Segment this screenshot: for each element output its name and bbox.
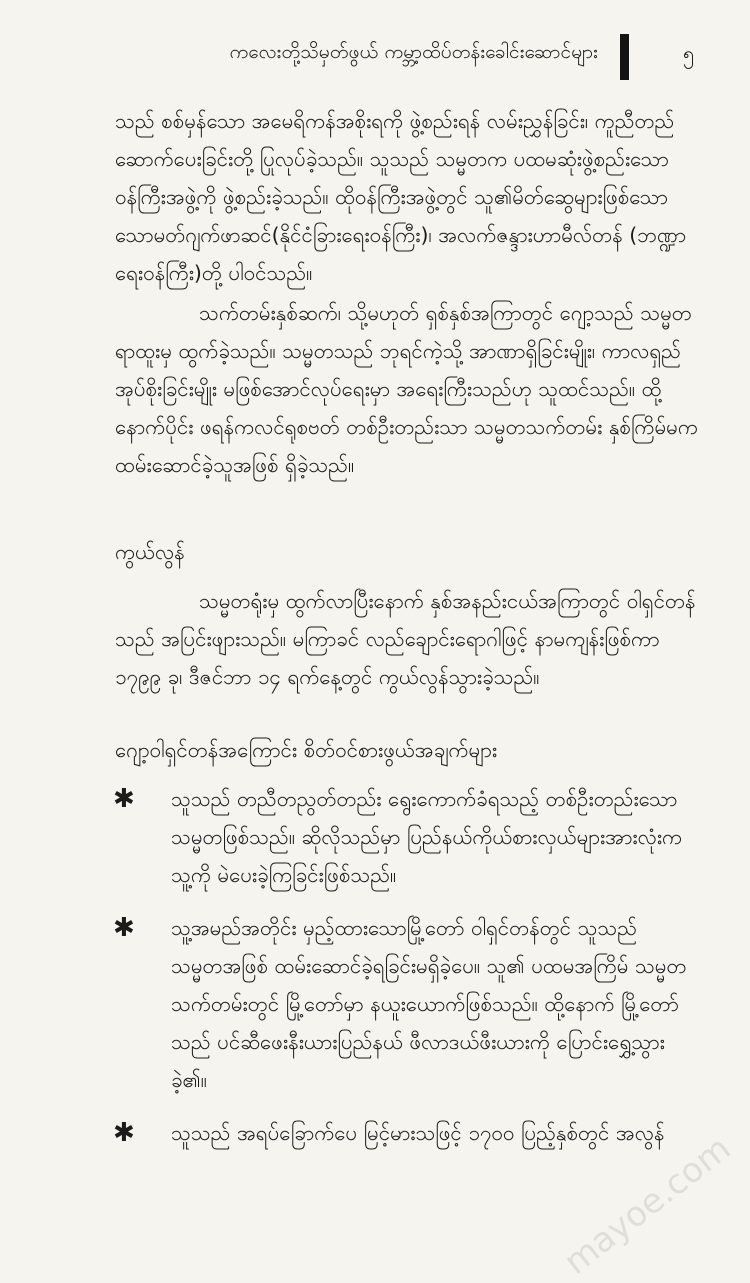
paragraph-line: အုပ်စိုးခြင်းမျိုး မဖြစ်အောင်လုပ်ရေးမှာ အရေးကြီးသည်ဟု သူထင်သည်။ ထို့ xyxy=(115,377,662,401)
asterisk-bullet-icon: ✱ xyxy=(113,784,135,814)
paragraph-line: ရာထူးမှ ထွက်ခဲ့သည်။ သမ္မတသည် ဘုရင်ကဲ့သို့ အာဏာရှိခြင်းမျိုး၊ ကာလရှည် xyxy=(115,339,681,363)
paragraph-line: သက်တမ်းနှစ်ဆက်၊ သို့မဟုတ် ရှစ်နှစ်အကြာတွင် ဂျော့သည် သမ္မတ xyxy=(199,301,692,325)
paragraph-1 xyxy=(115,102,740,292)
section-heading-death: ကွယ်လွန် xyxy=(115,540,185,564)
section-heading-facts: ဂျော့ဝါရှင်တန်အကြောင်း စိတ်ဝင်စားဖွယ်အချက်များ xyxy=(115,738,498,762)
paragraph-line: ထမ်းဆောင်ခဲ့သူအဖြစ် ရှိခဲ့သည်။ xyxy=(115,453,355,477)
list-item-line: သူသည် အရပ်ခြောက်ပေ မြင့်မားသဖြင့် ၁၇၀၀ ပြည့်နှစ်တွင် အလွန် xyxy=(171,1121,665,1145)
running-header xyxy=(0,28,750,78)
paragraph-line: သည် အပြင်းဖျားသည်။ မကြာခင် လည်ချောင်းရောဂါဖြင့် နာမကျန်းဖြစ်ကာ xyxy=(115,627,660,651)
paragraph-line: ရေးဝန်ကြီး)တို့ ပါဝင်သည်။ xyxy=(115,261,313,285)
page-number: ၅ xyxy=(683,41,695,65)
paragraph-line: သည် စစ်မှန်သော အမေရိကန်အစိုးရကို ဖွဲ့စည်းရန် လမ်းညွှန်ခြင်း၊ ကူညီတည် xyxy=(115,109,675,133)
paragraph-line: ဆောက်ပေးခြင်းတို့ ပြုလုပ်ခဲ့သည်။ သူသည် သမ္မတက ပထမဆုံးဖွဲ့စည်းသော xyxy=(115,147,669,171)
paragraph-line: သမ္မတရုံးမှ ထွက်လာပြီးနောက် နှစ်အနည်းငယ်အကြာတွင် ဝါရှင်တန် xyxy=(199,589,696,613)
list-item-line: သည် ပင်ဆီဖေးနီးယားပြည်နယ် ဖီလာဒယ်ဖီးယားကို ပြောင်းရွှေ့သွား xyxy=(171,1030,665,1054)
asterisk-bullet-icon: ✱ xyxy=(113,913,135,943)
paragraph-line: ၁၇၉၉ ခု၊ ဒီဇင်ဘာ ၁၄ ရက်နေ့တွင် ကွယ်လွန်သွားခဲ့သည်။ xyxy=(115,665,540,689)
list-item-line: သူသည် တညီတညွတ်တည်း ရွေးကောက်ခံရသည့် တစ်ဦးတည်းသော xyxy=(171,787,678,811)
header-title: ကလေးတို့သိမှတ်ဖွယ် ကမ္ဘာ့ထိပ်တန်းခေါင်းဆောင်များ xyxy=(229,41,598,63)
list-item xyxy=(115,909,740,1099)
paragraph-line: သောမတ်ဂျက်ဖာဆင်(နိုင်ငံခြားရေးဝန်ကြီး)၊ အလက်ဇန္ဒားဟာမီလ်တန် (ဘဏ္ဍာ xyxy=(115,223,687,247)
list-item-line: သူ့အမည်အတိုင်း မှည့်ထားသောမြို့တော် ဝါရှင်တန်တွင် သူသည် xyxy=(171,916,638,940)
list-item xyxy=(115,1114,740,1152)
watermark: mayoe.com xyxy=(556,1128,738,1283)
paragraph-line: နောက်ပိုင်း ဖရန်ကလင်ရုစဗတ် တစ်ဦးတည်းသာ သမ္မတသက်တမ်း နှစ်ကြိမ်မက xyxy=(115,415,698,439)
list-item-line: သက်တမ်းတွင် မြို့တော်မှာ နယူးယောက်ဖြစ်သည်။ ထို့နောက် မြို့တော် xyxy=(171,992,679,1016)
list-item-line: သမ္မတအဖြစ် ထမ်းဆောင်ခဲ့ရခြင်းမရှိခဲ့ပေ။ သူ၏ ပထမအကြိမ် သမ္မတ xyxy=(171,954,687,978)
header-divider xyxy=(620,34,629,80)
list-item xyxy=(115,780,740,894)
facts-list xyxy=(115,780,740,1167)
paragraph-death xyxy=(115,582,740,696)
list-item-line: ခဲ့၏။ xyxy=(171,1068,207,1092)
asterisk-bullet-icon: ✱ xyxy=(113,1118,135,1148)
paragraph-2 xyxy=(115,294,740,484)
list-item-line: သမ္မတဖြစ်သည်။ ဆိုလိုသည်မှာ ပြည်နယ်ကိုယ်စားလှယ်များအားလုံးက xyxy=(171,825,683,849)
list-item-line: သူ့ကို မဲပေးခဲ့ကြခြင်းဖြစ်သည်။ xyxy=(171,863,397,887)
paragraph-line: ဝန်ကြီးအဖွဲ့ကို ဖွဲ့စည်းခဲ့သည်။ ထိုဝန်ကြီးအဖွဲ့တွင် သူ၏မိတ်ဆွေများဖြစ်သော xyxy=(115,185,668,209)
